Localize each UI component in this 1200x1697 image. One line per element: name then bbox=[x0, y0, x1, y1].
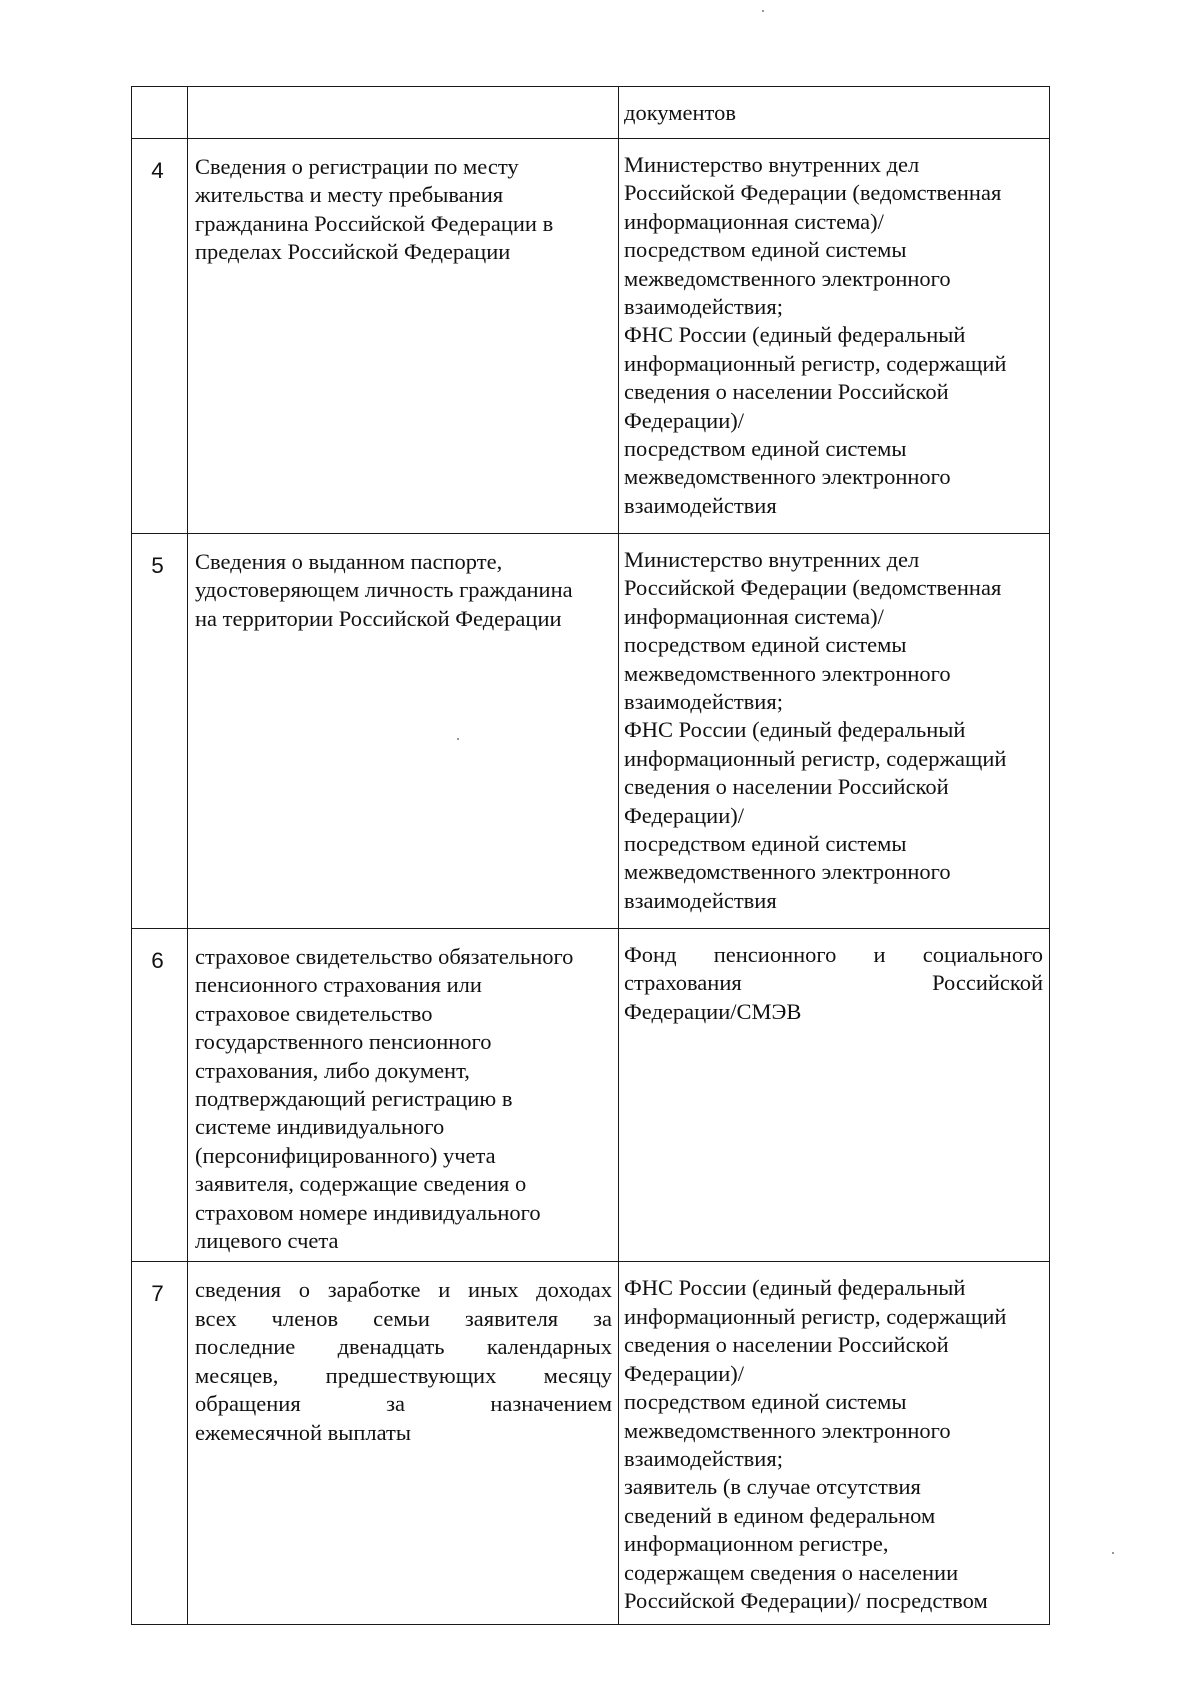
document-name-line: страховое свидетельство обязательного bbox=[195, 944, 574, 969]
table-row-continuation bbox=[132, 87, 1050, 139]
source-line: Фонд пенсионного и социального bbox=[624, 942, 1043, 967]
table-row bbox=[132, 139, 1050, 534]
document-name-line: подтверждающий регистрацию в bbox=[195, 1086, 513, 1112]
source-line: информационный регистр, содержащий bbox=[624, 1303, 1007, 1329]
source-line: взаимодействия; bbox=[624, 294, 783, 320]
source-line: Федерации)/ bbox=[624, 1360, 745, 1386]
document-name-line: последние двенадцать календарных bbox=[195, 1334, 612, 1360]
source-line: взаимодействия bbox=[624, 492, 777, 518]
document-name-line: всех членов семьи заявителя за bbox=[195, 1305, 612, 1331]
document-name-cell bbox=[188, 87, 619, 139]
table-row bbox=[132, 929, 1050, 1262]
document-name-line: ежемесячной выплаты bbox=[195, 1419, 411, 1445]
document-name-line: Сведения о регистрации по месту bbox=[195, 154, 519, 179]
source-line: посредством единой системы bbox=[624, 831, 907, 857]
source-cell bbox=[619, 87, 1050, 139]
document-name-line: страховом номере индивидуального bbox=[195, 1199, 541, 1225]
document-name-cell bbox=[188, 929, 619, 1262]
source-line: Федерации)/ bbox=[624, 407, 745, 433]
source-line: межведомственного электронного bbox=[624, 265, 951, 291]
source-line: Российской Федерации)/ посредством bbox=[624, 1587, 988, 1613]
row-number: 6 bbox=[151, 948, 164, 973]
source-line: межведомственного электронного bbox=[624, 464, 951, 490]
scan-speck bbox=[1112, 1552, 1114, 1554]
source-line: взаимодействия bbox=[624, 887, 777, 913]
document-name-line: сведения о заработке и иных доходах bbox=[195, 1277, 612, 1303]
source-line: ФНС России (единый федеральный bbox=[624, 322, 966, 348]
scan-speck bbox=[457, 738, 459, 740]
source-line: информационном регистре, bbox=[624, 1531, 889, 1557]
source-cell bbox=[619, 139, 1050, 534]
source-cell bbox=[619, 1262, 1050, 1625]
document-name-cell bbox=[188, 534, 619, 929]
source-line: межведомственного электронного bbox=[624, 1417, 951, 1443]
table-row bbox=[132, 1262, 1050, 1625]
source-line: посредством единой системы bbox=[624, 436, 907, 462]
document-name-line: системе индивидуального bbox=[195, 1114, 445, 1140]
source-line: Российской Федерации (ведомственная bbox=[624, 575, 1002, 601]
source-line: межведомственного электронного bbox=[624, 859, 951, 885]
document-name-line: лицевого счета bbox=[195, 1228, 339, 1254]
source-text: документов bbox=[624, 100, 736, 125]
source-line: информационный регистр, содержащий bbox=[624, 350, 1007, 376]
source-line: Федерации/СМЭВ bbox=[624, 998, 802, 1024]
source-line: страхования Российской bbox=[624, 970, 1043, 996]
row-number-cell bbox=[132, 929, 188, 1262]
source-line: сведения о населении Российской bbox=[624, 774, 949, 800]
source-line: ФНС России (единый федеральный bbox=[624, 1275, 966, 1301]
source-line: Федерации)/ bbox=[624, 802, 745, 828]
source-line: сведения о населении Российской bbox=[624, 1332, 949, 1358]
document-name-line: месяцев, предшествующих месяцу bbox=[195, 1362, 612, 1388]
source-line: сведения о населении Российской bbox=[624, 379, 949, 405]
source-line: информационная система)/ bbox=[624, 208, 884, 234]
source-line: заявитель (в случае отсутствия bbox=[624, 1474, 921, 1500]
document-name-cell bbox=[188, 1262, 619, 1625]
row-number: 7 bbox=[151, 1281, 164, 1307]
source-cell bbox=[619, 534, 1050, 929]
document-name-line: на территории Российской Федерации bbox=[195, 605, 562, 631]
row-number-cell bbox=[132, 87, 188, 139]
document-name-line: страховое свидетельство bbox=[195, 1000, 433, 1026]
document-name-line: пределах Российской Федерации bbox=[195, 239, 511, 265]
document-name-line: страхования, либо документ, bbox=[195, 1057, 470, 1083]
source-line: взаимодействия; bbox=[624, 689, 783, 715]
row-number: 5 bbox=[151, 553, 164, 578]
document-name-line: (персонифицированного) учета bbox=[195, 1142, 496, 1168]
scan-speck bbox=[762, 10, 764, 12]
source-line: информационная система)/ bbox=[624, 603, 884, 629]
source-line: взаимодействия; bbox=[624, 1445, 783, 1471]
source-line: Российской Федерации (ведомственная bbox=[624, 180, 1002, 206]
table-row bbox=[132, 534, 1050, 929]
row-number-cell bbox=[132, 1262, 188, 1625]
documents-table bbox=[131, 86, 1050, 1625]
source-line: межведомственного электронного bbox=[624, 660, 951, 686]
document-name-cell bbox=[188, 139, 619, 534]
source-line: Министерство внутренних дел bbox=[624, 152, 920, 177]
source-line: содержащем сведения о населении bbox=[624, 1559, 959, 1585]
document-name-line: Сведения о выданном паспорте, bbox=[195, 549, 503, 574]
document-name-line: пенсионного страхования или bbox=[195, 972, 482, 998]
document-name-line: гражданина Российской Федерации в bbox=[195, 210, 554, 236]
source-cell bbox=[619, 929, 1050, 1262]
source-line: посредством единой системы bbox=[624, 237, 907, 263]
source-line: ФНС России (единый федеральный bbox=[624, 717, 966, 743]
source-line: посредством единой системы bbox=[624, 1389, 907, 1415]
source-line: посредством единой системы bbox=[624, 632, 907, 658]
row-number: 4 bbox=[151, 158, 164, 183]
source-line: сведений в едином федеральном bbox=[624, 1502, 936, 1528]
row-number-cell bbox=[132, 534, 188, 929]
document-name-line: заявителя, содержащие сведения о bbox=[195, 1171, 527, 1197]
source-line: информационный регистр, содержащий bbox=[624, 745, 1007, 771]
row-number-cell bbox=[132, 139, 188, 534]
source-line: Министерство внутренних дел bbox=[624, 547, 920, 572]
document-name-line: удостоверяющем личность гражданина bbox=[195, 577, 573, 603]
document-name-line: государственного пенсионного bbox=[195, 1029, 492, 1055]
document-name-line: обращения за назначением bbox=[195, 1391, 612, 1417]
document-name-line: жительства и месту пребывания bbox=[195, 182, 504, 208]
